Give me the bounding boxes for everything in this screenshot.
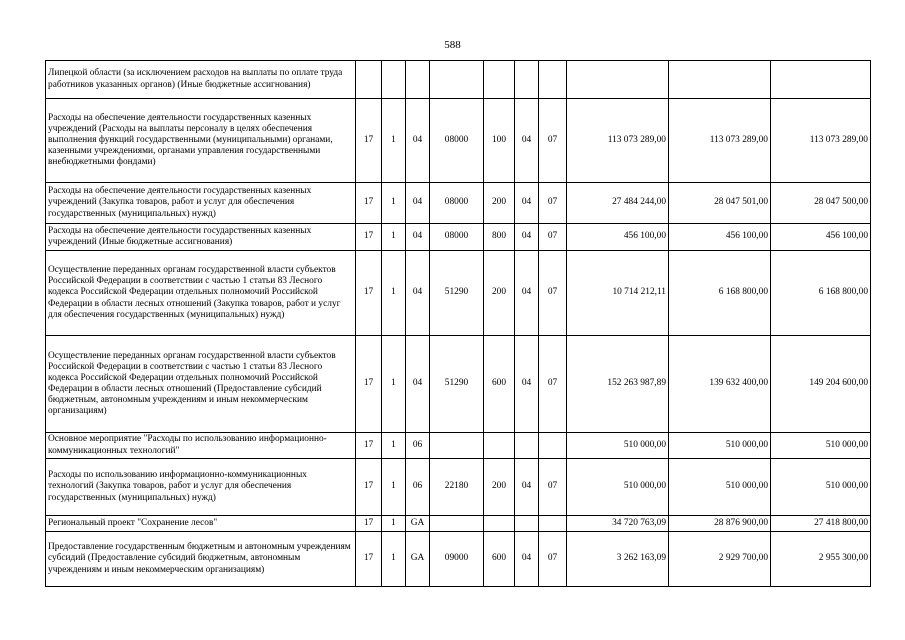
code-cell: 22180 (430, 459, 484, 516)
code-cell (515, 61, 539, 99)
row-description: Расходы на обеспечение деятельности государственных казенных учреждений (Иные бюджетные ассигнования) (46, 224, 356, 251)
code-cell (430, 433, 484, 459)
amount-year-2: 139 632 400,00 (669, 336, 771, 433)
code-cell: 04 (406, 183, 430, 224)
amount-year-1: 34 720 763,09 (567, 516, 669, 532)
amount-year-2: 6 168 800,00 (669, 251, 771, 336)
amount-year-2: 510 000,00 (669, 433, 771, 459)
code-cell: 04 (406, 336, 430, 433)
code-cell (430, 61, 484, 99)
code-cell (484, 516, 515, 532)
code-cell: 1 (382, 532, 406, 587)
amount-year-3 (771, 61, 871, 99)
code-cell: 07 (539, 251, 567, 336)
code-cell: 04 (515, 183, 539, 224)
table-body (46, 61, 871, 587)
page-number: 588 (444, 39, 461, 51)
code-cell: GA (406, 516, 430, 532)
code-cell: 17 (356, 224, 382, 251)
code-cell: 200 (484, 251, 515, 336)
amount-year-3: 510 000,00 (771, 433, 871, 459)
code-cell: 17 (356, 516, 382, 532)
code-cell (382, 61, 406, 99)
amount-year-3: 456 100,00 (771, 224, 871, 251)
amount-year-1: 113 073 289,00 (567, 99, 669, 183)
code-cell: 1 (382, 251, 406, 336)
code-cell: 1 (382, 183, 406, 224)
code-cell: 09000 (430, 532, 484, 587)
code-cell (515, 516, 539, 532)
amount-year-2 (669, 61, 771, 99)
code-cell (539, 433, 567, 459)
amount-year-3: 113 073 289,00 (771, 99, 871, 183)
table-row (46, 99, 871, 183)
code-cell: GA (406, 532, 430, 587)
amount-year-3: 2 955 300,00 (771, 532, 871, 587)
code-cell: 51290 (430, 251, 484, 336)
table-row (46, 224, 871, 251)
amount-year-3: 510 000,00 (771, 459, 871, 516)
code-cell: 17 (356, 251, 382, 336)
table-row (46, 336, 871, 433)
row-description: Осуществление переданных органам государственной власти субъектов Российской Федерации в соответствии с частью 1 статьи 83 Лесного кодекса Российской Федерации отдельных полномочий Российской Федерации в области лесных отношений (Закупка товаров, работ и услуг для обеспечения государственных (муниципальных) нужд) (46, 251, 356, 336)
code-cell: 100 (484, 99, 515, 183)
code-cell (356, 61, 382, 99)
amount-year-2: 28 047 501,00 (669, 183, 771, 224)
code-cell: 51290 (430, 336, 484, 433)
table-row (46, 459, 871, 516)
code-cell: 1 (382, 516, 406, 532)
code-cell: 04 (515, 459, 539, 516)
code-cell: 07 (539, 99, 567, 183)
amount-year-2: 2 929 700,00 (669, 532, 771, 587)
amount-year-3: 6 168 800,00 (771, 251, 871, 336)
amount-year-2: 113 073 289,00 (669, 99, 771, 183)
row-description: Региональный проект "Сохранение лесов" (46, 516, 356, 532)
amount-year-2: 28 876 900,00 (669, 516, 771, 532)
table-row (46, 251, 871, 336)
code-cell: 17 (356, 336, 382, 433)
code-cell (539, 516, 567, 532)
code-cell: 600 (484, 336, 515, 433)
code-cell: 17 (356, 183, 382, 224)
code-cell: 08000 (430, 183, 484, 224)
code-cell: 04 (406, 251, 430, 336)
row-description: Основное мероприятие "Расходы по использованию информационно-коммуникационных технологий" (46, 433, 356, 459)
table-row (46, 433, 871, 459)
code-cell: 04 (515, 532, 539, 587)
code-cell: 07 (539, 459, 567, 516)
amount-year-1: 10 714 212,11 (567, 251, 669, 336)
code-cell: 07 (539, 183, 567, 224)
code-cell (484, 61, 515, 99)
code-cell: 06 (406, 433, 430, 459)
code-cell: 600 (484, 532, 515, 587)
code-cell (430, 516, 484, 532)
row-description: Предоставление государственным бюджетным и автономным учреждениям субсидий (Предоставление субсидий бюджетным, автономным учреждениям и иным некоммерческим организациям) (46, 532, 356, 587)
table-row (46, 532, 871, 587)
amount-year-1: 510 000,00 (567, 433, 669, 459)
code-cell: 1 (382, 336, 406, 433)
code-cell: 08000 (430, 224, 484, 251)
code-cell: 1 (382, 433, 406, 459)
code-cell: 04 (515, 99, 539, 183)
amount-year-1: 27 484 244,00 (567, 183, 669, 224)
code-cell (484, 433, 515, 459)
amount-year-2: 456 100,00 (669, 224, 771, 251)
row-description: Расходы по использованию информационно-коммуникационных технологий (Закупка товаров, работ и услуг для обеспечения государственных (муниципальных) нужд) (46, 459, 356, 516)
code-cell: 1 (382, 459, 406, 516)
code-cell: 17 (356, 99, 382, 183)
code-cell: 17 (356, 459, 382, 516)
code-cell (515, 433, 539, 459)
code-cell: 200 (484, 459, 515, 516)
amount-year-1 (567, 61, 669, 99)
code-cell: 07 (539, 336, 567, 433)
code-cell: 800 (484, 224, 515, 251)
code-cell: 07 (539, 224, 567, 251)
code-cell: 06 (406, 459, 430, 516)
amount-year-3: 27 418 800,00 (771, 516, 871, 532)
table-row (46, 516, 871, 532)
table-row (46, 183, 871, 224)
code-cell: 1 (382, 224, 406, 251)
code-cell: 04 (515, 336, 539, 433)
code-cell: 07 (539, 532, 567, 587)
code-cell (539, 61, 567, 99)
amount-year-3: 28 047 500,00 (771, 183, 871, 224)
table-row (46, 61, 871, 99)
amount-year-3: 149 204 600,00 (771, 336, 871, 433)
amount-year-1: 510 000,00 (567, 459, 669, 516)
code-cell: 04 (515, 251, 539, 336)
row-description: Расходы на обеспечение деятельности государственных казенных учреждений (Закупка товаров, работ и услуг для обеспечения государственных (муниципальных) нужд) (46, 183, 356, 224)
row-description: Осуществление переданных органам государственной власти субъектов Российской Федерации в соответствии с частью 1 статьи 83 Лесного кодекса Российской Федерации отдельных полномочий Российской Федерации в области лесных отношений (Предоставление субсидий бюджетным, автономным учреждениям и иным некоммерческим организациям) (46, 336, 356, 433)
code-cell: 17 (356, 433, 382, 459)
code-cell: 08000 (430, 99, 484, 183)
amount-year-2: 510 000,00 (669, 459, 771, 516)
code-cell: 04 (406, 99, 430, 183)
code-cell (406, 61, 430, 99)
row-description: Липецкой области (за исключением расходов на выплаты по оплате труда работников указанных органов) (Иные бюджетные ассигнования) (46, 61, 356, 99)
code-cell: 200 (484, 183, 515, 224)
code-cell: 04 (406, 224, 430, 251)
amount-year-1: 152 263 987,89 (567, 336, 669, 433)
amount-year-1: 456 100,00 (567, 224, 669, 251)
amount-year-1: 3 262 163,09 (567, 532, 669, 587)
row-description: Расходы на обеспечение деятельности государственных казенных учреждений (Расходы на выплаты персоналу в целях обеспечения выполнения функций государственными (муниципальными) органами, казенными учреждениями, органами управления государственными внебюджетными фондами) (46, 99, 356, 183)
code-cell: 1 (382, 99, 406, 183)
code-cell: 04 (515, 224, 539, 251)
budget-table (45, 60, 871, 587)
code-cell: 17 (356, 532, 382, 587)
